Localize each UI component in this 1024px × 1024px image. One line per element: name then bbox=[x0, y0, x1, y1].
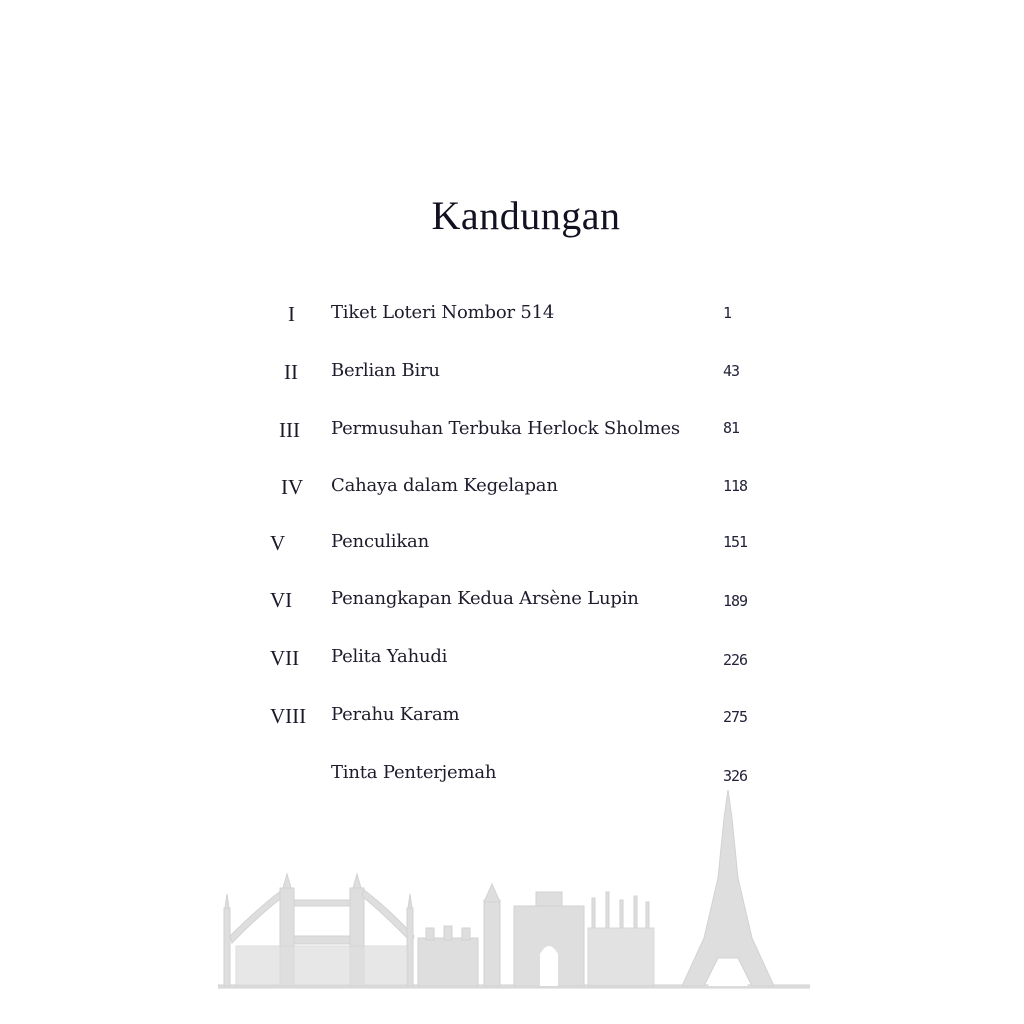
toc-row bbox=[0, 588, 1024, 628]
toc-row bbox=[0, 531, 1024, 571]
page-number: 1 bbox=[723, 304, 732, 322]
chapter-numeral: III bbox=[279, 418, 300, 442]
chapter-title: Cahaya dalam Kegelapan bbox=[331, 475, 558, 496]
toc-row bbox=[0, 360, 1024, 400]
chapter-numeral: IV bbox=[281, 475, 304, 499]
chapter-numeral: II bbox=[284, 360, 298, 384]
city-skyline-icon bbox=[218, 788, 810, 990]
page-number: 118 bbox=[723, 477, 748, 495]
toc-row bbox=[0, 475, 1024, 515]
chapter-title: Permusuhan Terbuka Herlock Sholmes bbox=[331, 418, 680, 439]
chapter-numeral: I bbox=[288, 302, 295, 326]
page-number: 81 bbox=[723, 419, 740, 437]
chapter-numeral: VII bbox=[270, 646, 300, 670]
toc-row bbox=[0, 418, 1024, 458]
page-number: 151 bbox=[723, 533, 748, 551]
page-title: Kandungan bbox=[431, 193, 621, 238]
chapter-title: Tiket Loteri Nombor 514 bbox=[331, 302, 555, 323]
toc-row bbox=[0, 302, 1024, 342]
chapter-title: Pelita Yahudi bbox=[331, 646, 448, 667]
chapter-title: Berlian Biru bbox=[331, 360, 440, 381]
chapter-title: Penangkapan Kedua Arsène Lupin bbox=[331, 588, 639, 609]
page-number: 43 bbox=[723, 362, 740, 380]
chapter-numeral: V bbox=[270, 531, 286, 555]
chapter-title: Tinta Penterjemah bbox=[331, 762, 497, 783]
page-number: 326 bbox=[723, 767, 748, 785]
page-number: 189 bbox=[723, 592, 748, 610]
chapter-title: Penculikan bbox=[331, 531, 429, 552]
page-number: 275 bbox=[723, 708, 748, 726]
toc-row bbox=[0, 704, 1024, 744]
chapter-numeral: VI bbox=[270, 588, 293, 612]
toc-row bbox=[0, 646, 1024, 686]
chapter-numeral: VIII bbox=[270, 704, 307, 728]
page-number: 226 bbox=[723, 651, 748, 669]
chapter-title: Perahu Karam bbox=[331, 704, 460, 725]
